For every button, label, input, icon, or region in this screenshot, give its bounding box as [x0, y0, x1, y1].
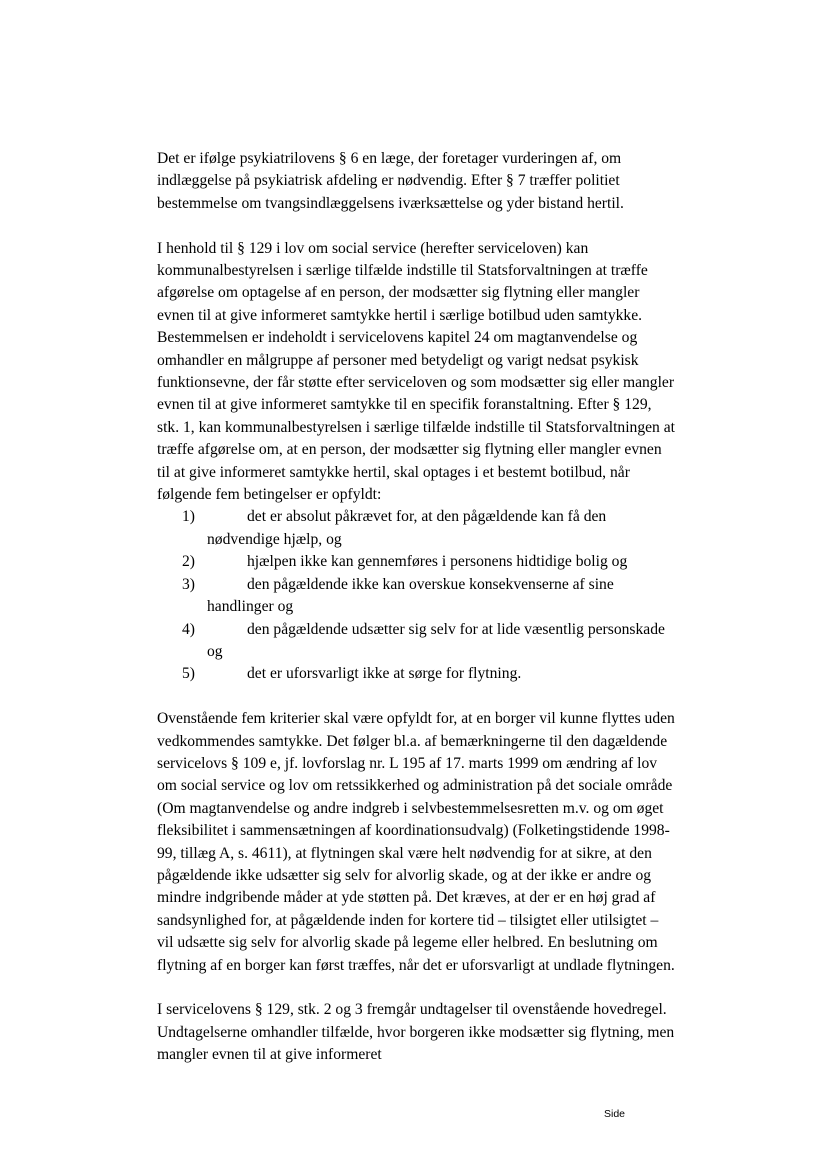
list-item	[157, 663, 677, 685]
list-item-number: 5)	[182, 665, 195, 683]
list-item-number: 1)	[182, 508, 195, 526]
paragraph-criteria: Ovenstående fem kriterier skal være opfyldt for, at en borger vil kunne flyttes uden vedkommendes samtykke. Det følger bl.a. af bemærkningerne til den dagældende servicelovs § 109 e, jf. lovforslag nr. L 195 af 17. marts 1999 om ændring af lov om social service og lov om retssikkerhed og administration på det sociale område (Om magtanvendelse og andre indgreb i selvbestemmelsesretten m.v. og om øget fleksibilitet i sammensætningen af koordinationsudvalg) (Folketingstidende 1998-99, tillæg A, s. 4611), at flytningen skal være helt nødvendig for at sikre, at den pågældende ikke udsætter sig selv for alvorlig skade, og at der ikke er andre og mindre indgribende måder at yde støtten på. Det kræves, at der er en høj grad af sandsynlighed for, at pågældende inden for kortere tid – tilsigtet eller utilsigtet – vil udsætte sig selv for alvorlig skade på legeme eller helbred. En beslutning om flytning af en borger kan først træffes, når det er uforsvarligt at undlade flytningen.	[157, 710, 675, 974]
paragraph-psykiatriloven: Det er ifølge psykiatrilovens § 6 en læge, der foretager vurderingen af, om indlæggelse på psykiatrisk afdeling er nødvendig. Efter § 7 træffer politiet bestemmelse om tvangsindlæggelsens iværksættelse og yder bistand hertil.	[157, 150, 624, 212]
list-item	[157, 551, 677, 573]
list-item-text: det er uforsvarligt ikke at sørge for flytning.	[247, 665, 522, 683]
list-item-text: den pågældende ikke kan overskue konsekvenserne af sine handlinger og	[207, 575, 614, 616]
paragraph-exceptions: I servicelovens § 129, stk. 2 og 3 fremgår undtagelser til ovenstående hovedregel. Undtagelserne omhandler tilfælde, hvor borgeren ikke modsætter sig flytning, men mangler evnen til at give informeret	[157, 1001, 675, 1064]
list-item-number: 4)	[182, 620, 195, 638]
conditions-list	[157, 506, 677, 685]
list-item	[157, 619, 677, 664]
paragraph-serviceloven-129: I henhold til § 129 i lov om social service (herefter serviceloven) kan kommunalbestyrelsen i særlige tilfælde indstille til Statsforvaltningen at træffe afgørelse om optagelse af en person, der modsætter sig flytning eller mangler evnen til at give informeret samtykke hertil i særlige botilbud uden samtykke. Bestemmelsen er indeholdt i servicelovens kapitel 24 om magtanvendelse og omhandler en målgruppe af personer med betydeligt og varigt nedsat psykisk funktionsevne, der får støtte efter serviceloven og som modsætter sig eller mangler evnen til at give informeret samtykke til en specifik foranstaltning. Efter § 129, stk. 1, kan kommunalbestyrelsen i særlige tilfælde indstille til Statsforvaltningen at træffe afgørelse om, at en person, der modsætter sig flytning eller mangler evnen til at give informeret samtykke hertil, skal optages i et bestemt botilbud, når følgende fem betingelser er opfyldt:	[157, 239, 675, 504]
list-item-text: hjælpen ikke kan gennemføres i personens hidtidige bolig og	[247, 553, 628, 571]
list-item	[157, 506, 677, 551]
list-item-number: 2)	[182, 553, 195, 571]
page-label: Side	[604, 1108, 626, 1120]
list-item-number: 3)	[182, 575, 195, 593]
list-item-text: det er absolut påkrævet for, at den pågældende kan få den nødvendige hjælp, og	[207, 508, 607, 548]
document-page	[157, 148, 677, 1067]
list-item-text: den pågældende udsætter sig selv for at lide væsentlig personskade og	[207, 620, 665, 660]
list-item	[157, 574, 677, 619]
